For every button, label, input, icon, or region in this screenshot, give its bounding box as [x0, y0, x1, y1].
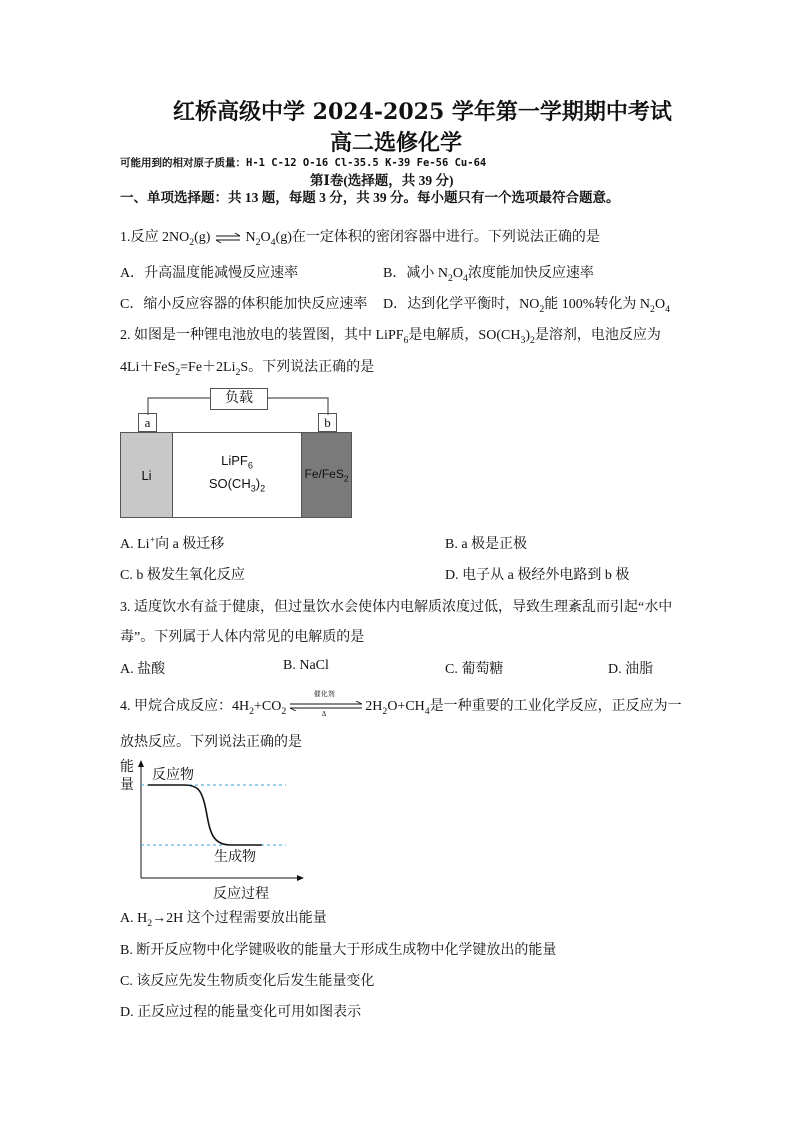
q2-option-a: A. Li+向 a 极迁移 [120, 534, 225, 552]
y-axis-arrow-icon [138, 760, 144, 767]
q1-stem: 1.反应 $2NO_2(g)$ $N_2O_4(g)$在一定体积的密闭容器中进行。下列说法正确的是 [120, 230, 600, 248]
y-axis-label-2: 量 [120, 778, 134, 793]
q3-line1: 3. 适度饮水有益于健康，但过量饮水会使体内电解质浓度过低，导致生理紊乱而引起“水中 [120, 600, 673, 615]
q1-option-b: B．减小 $N_2O_4$浓度能加快反应速率 [383, 266, 594, 284]
electrolyte: LiPF$_6$ $SO(CH_3)_2$ [208, 453, 266, 494]
q4-option-d: D. 正反应过程的能量变化可用如图表示 [120, 1005, 362, 1020]
energy-curve [148, 785, 262, 845]
q4-line1: 4. 甲烷合成反应：$4H_2+CO_2$ 催化剂 Δ $2H_2O+CH_4$是一种重要的工业化学反应，正反应为一 [120, 689, 682, 718]
terminal-b: b [318, 413, 337, 432]
atomic-masses: 可能用到的相对原子质量：H-1 C-12 O-16 Cl-35.5 K-39 Fe-56 Cu-64 [120, 157, 487, 169]
q2-option-b: B. a 极是正极 [445, 537, 528, 552]
q4-option-c: C. 该反应先发生物质变化后发生能量变化 [120, 974, 375, 989]
q4-option-a: A. $H_2\to 2H$ 这个过程需要放出能量 [120, 911, 327, 929]
reactant-label: 反应物 [152, 768, 194, 783]
q4-option-b: B. 断开反应物中化学键吸收的能量大于形成生成物中化学键放出的能量 [120, 943, 557, 958]
reaction-arrow: 催化剂 Δ [290, 698, 362, 716]
q2-option-c: C. b 极发生氧化反应 [120, 568, 245, 583]
q3-option-d: D. 油脂 [608, 662, 654, 677]
exam-title: 红桥高级中学 2024-2025 学年第一学期期中考试 [173, 99, 672, 125]
y-axis-label-1: 能 [120, 760, 134, 775]
q2-option-d: D. 电子从 a 极经外电路到 b 极 [445, 568, 630, 583]
x-axis-label: 反应过程 [213, 887, 269, 902]
q3-line2: 毒”。下列属于人体内常见的电解质的是 [120, 630, 365, 645]
q2-line2: $4Li+FeS_2=Fe+2Li_2S$。下列说法正确的是 [120, 360, 375, 378]
fe-electrode: Fe/FeS$_2$ [301, 433, 351, 517]
exam-subtitle: 高二选修化学 [330, 130, 463, 156]
q1-option-d: D．达到化学平衡时，$NO_2$能 100%转化为 $N_2O_4$ [383, 297, 670, 315]
q1-option-c: C．缩小反应容器的体积能加快反应速率 [120, 297, 368, 312]
q3-option-a: A. 盐酸 [120, 662, 166, 677]
terminal-a: a [138, 413, 157, 432]
q1-option-a: A．升高温度能减慢反应速率 [120, 266, 299, 281]
q3-option-c: C. 葡萄糖 [445, 662, 504, 677]
load-box: 负载 [210, 388, 268, 410]
part-title: 第Ⅰ卷(选择题，共 39 分) [310, 173, 454, 188]
section-title: 一、单项选择题：共 13 题，每题 3 分，共 39 分。每小题只有一个选项最符合题意。 [120, 190, 620, 205]
q3-option-b: B. NaCl [283, 658, 329, 673]
product-label: 生成物 [214, 850, 256, 865]
q2-line1: 2. 如图是一种锂电池放电的装置图，其中 LiPF$_6$是电解质，$SO(CH_3)_2$是溶剂，电池反应为 [120, 328, 661, 346]
x-axis-arrow-icon [297, 875, 304, 881]
li-electrode: Li [121, 433, 173, 517]
equilibrium-arrow-icon [214, 232, 242, 244]
q4-line2: 放热反应。下列说法正确的是 [120, 735, 302, 750]
